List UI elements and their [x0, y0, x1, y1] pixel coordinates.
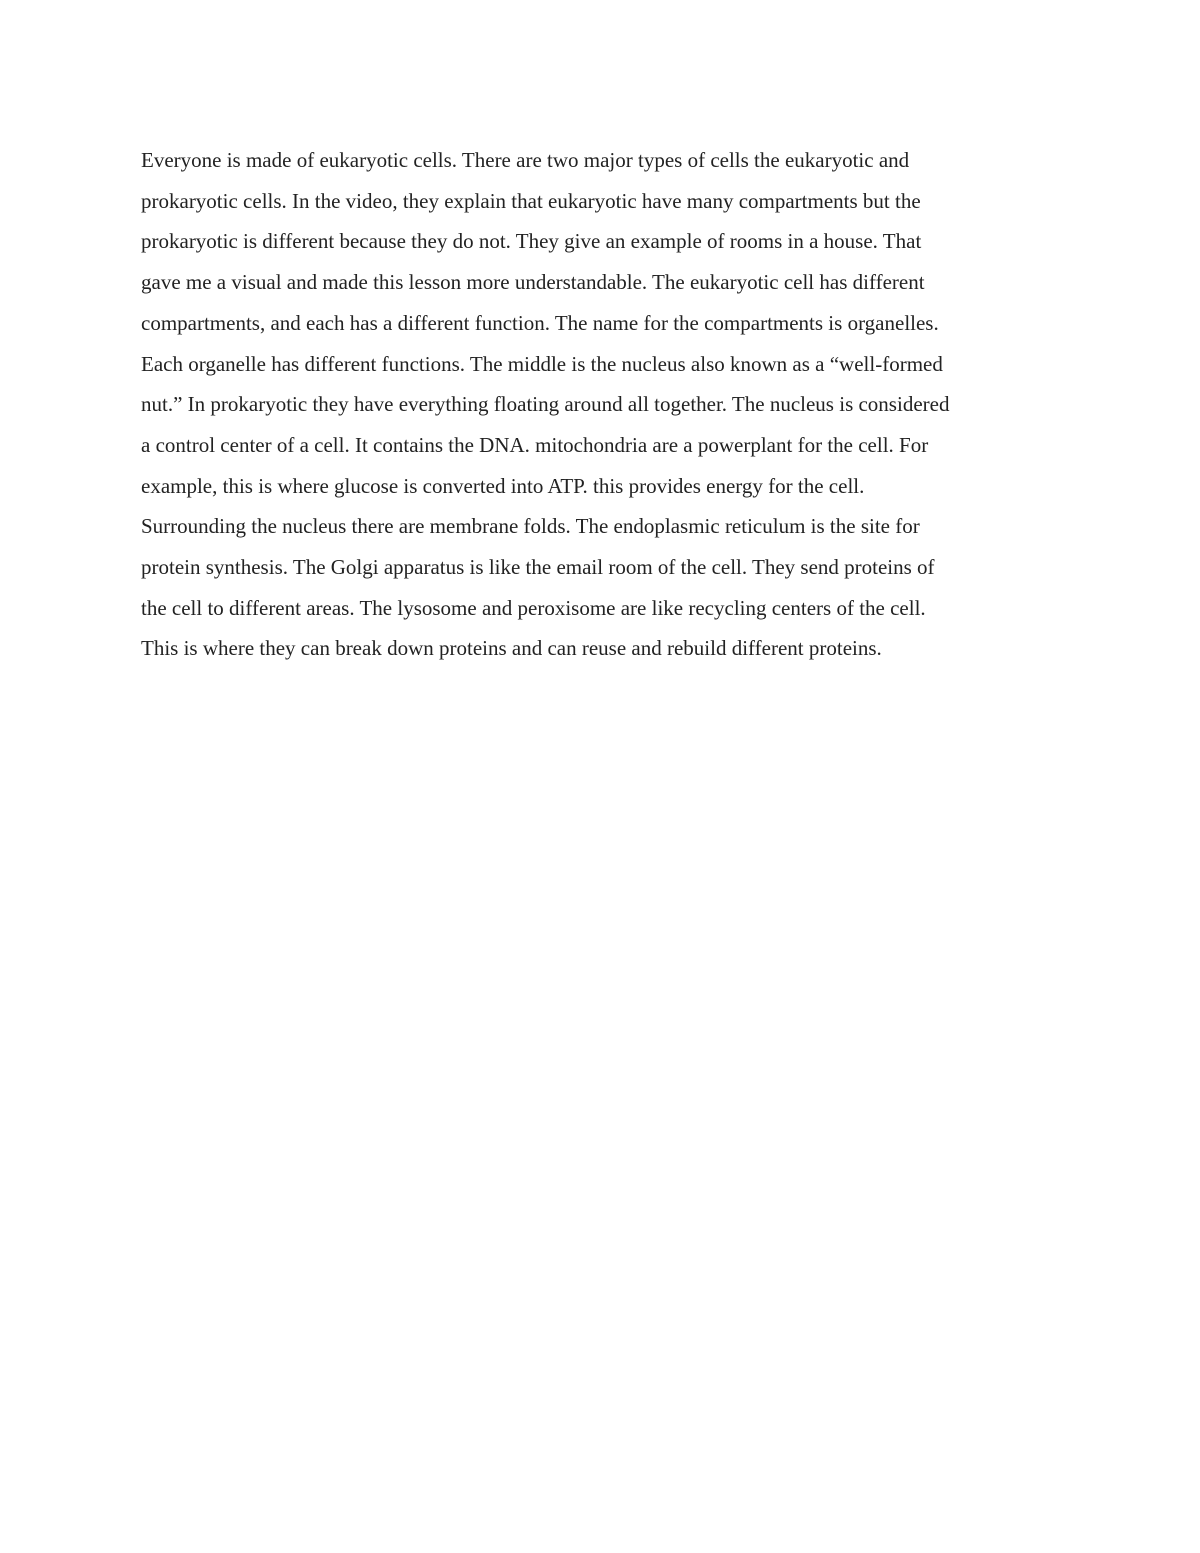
paragraph-line: the cell to different areas. The lysosome and peroxisome are like recycling centers of the cell.: [141, 595, 926, 620]
paragraph-line: Surrounding the nucleus there are membrane folds. The endoplasmic reticulum is the site for: [141, 514, 920, 539]
paragraph-line: Everyone is made of eukaryotic cells. There are two major types of cells the eukaryotic and: [141, 148, 910, 172]
paragraph-line: This is where they can break down proteins and can reuse and rebuild different proteins.: [141, 636, 882, 661]
paragraph-line: a control center of a cell. It contains the DNA. mitochondria are a powerplant for the cell. For: [141, 432, 929, 457]
paragraph-line: Each organelle has different functions. The middle is the nucleus also known as a “well-formed: [141, 351, 943, 376]
paragraph-line: nut.” In prokaryotic they have everything floating around all together. The nucleus is considered: [141, 392, 950, 417]
paragraph-line: example, this is where glucose is converted into ATP. this provides energy for the cell.: [141, 473, 865, 498]
paragraph-line: compartments, and each has a different function. The name for the compartments is organelles.: [141, 310, 939, 335]
body-paragraph: [141, 140, 1061, 669]
paragraph-line: gave me a visual and made this lesson more understandable. The eukaryotic cell has different: [141, 270, 925, 295]
paragraph-line: prokaryotic is different because they do not. They give an example of rooms in a house. That: [141, 229, 922, 254]
paragraph-line: prokaryotic cells. In the video, they explain that eukaryotic have many compartments but the: [141, 188, 921, 213]
paragraph-line: protein synthesis. The Golgi apparatus is like the email room of the cell. They send proteins of: [141, 555, 935, 580]
